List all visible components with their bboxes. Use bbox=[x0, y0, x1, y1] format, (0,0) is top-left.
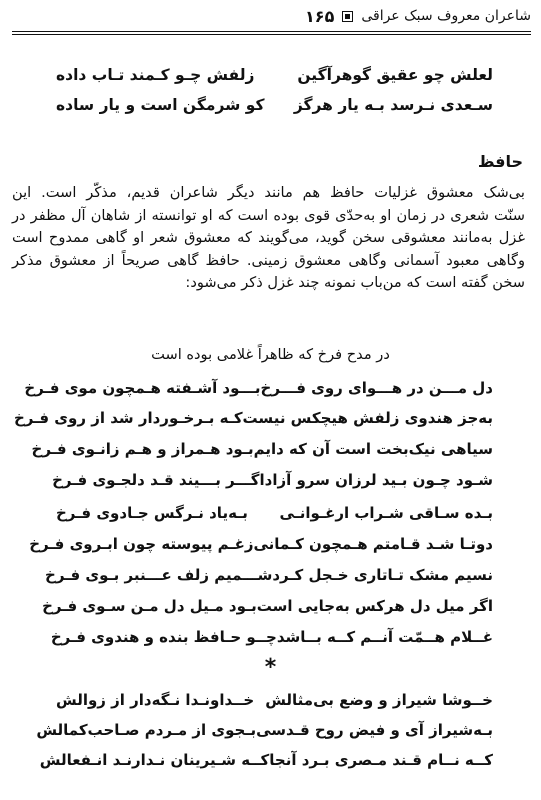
hemistich-right: اگر میل دل هرکس به‌جایی است bbox=[256, 597, 493, 615]
hemistich-right: بـده سـاقی شـراب ارغـوانـی bbox=[279, 504, 493, 522]
prose-line: وگاهی معبود آسمانی وگاهی معشوق زمینی. حافظ گاهی صریحاً از معشوق مذکر bbox=[12, 251, 525, 269]
hemistich-left: زغـم پیوسته چون ابـروی فـرخ bbox=[29, 535, 254, 553]
verse-row bbox=[12, 628, 531, 646]
hemistich-right: به‌جز هندوی زلفش هیچکس نیست bbox=[242, 409, 493, 427]
section-separator: * bbox=[264, 655, 277, 680]
prose-line: بی‌شک معشوق غزلیات حافظ هم مانند دیگر شاعران قدیم، مذکّر است. این bbox=[12, 184, 525, 201]
hemistich-right: خــوشا شیراز و وضع بی‌مثالش bbox=[265, 691, 493, 709]
hemistich-right: دل مـــن در هـــوای روی فـــرخ bbox=[260, 379, 493, 397]
hemistich-right: سـعدی نـرسد بـه یار هرگز bbox=[293, 96, 493, 114]
verse-row bbox=[12, 379, 531, 397]
verse-row bbox=[12, 597, 531, 615]
verse-row bbox=[12, 751, 531, 769]
hemistich-left: شـــمیم زلف عـــنبر بـوی فـرخ bbox=[45, 566, 273, 584]
hemistich-left: اگـــر بـــیند قـد دلجـوی فـرخ bbox=[52, 471, 265, 489]
hemistich-left: کـه بـرخـوردار شد از روی فـرخ bbox=[13, 409, 243, 427]
prose-line: سنّت شعری در زمان او به‌حدّی قوی بوده است که او توانسته از شاهان آل مظفر در bbox=[12, 206, 525, 224]
page-number: ۱۶۵ bbox=[305, 6, 335, 26]
verse-row bbox=[12, 566, 531, 584]
header-title: شاعران معروف سبک عراقی bbox=[361, 8, 531, 24]
hemistich-right: سیاهی نیک‌بخت است آن که دایم bbox=[253, 440, 493, 458]
verse-row bbox=[12, 471, 531, 489]
hemistich-right: بـه‌شیراز آی و فیض روح قـدسی bbox=[256, 721, 493, 739]
hemistich-left: بـه‌یاد نـرگس جـادوی فـرخ bbox=[56, 504, 248, 522]
prose-line: غزل به‌مانند معشوقی سخن گوید، می‌گویند که معشوق شعر او گاهی ممدوح است bbox=[12, 229, 525, 247]
hemistich-left: کــه شـیرینان نـدارنـد انـفعالش bbox=[39, 751, 270, 769]
verse-row bbox=[12, 535, 531, 553]
running-header bbox=[12, 4, 531, 28]
hemistich-right: دوتـا شـد قـامتم هـمچون کـمانی bbox=[253, 535, 493, 553]
hemistich-left: بـود هـمراز و هـم زانـوی فـرخ bbox=[31, 440, 254, 458]
verse-row bbox=[12, 409, 531, 427]
verse-row bbox=[12, 691, 531, 709]
hemistich-right: نسیم مشک تـاتاری خـجل کـرد bbox=[272, 566, 493, 584]
verse-row bbox=[12, 440, 531, 458]
poem-caption: در مدح فرخ که ظاهراً غلامی بوده است bbox=[151, 346, 390, 363]
hemistich-right: لعلش چو عقیق گوهرآگین bbox=[297, 66, 493, 84]
verse-row bbox=[12, 721, 531, 739]
hemistich-left: کو شرمگن است و یار ساده bbox=[56, 96, 265, 114]
header-rule bbox=[12, 31, 531, 32]
section-title: حافظ bbox=[477, 152, 523, 171]
header-rule-thin bbox=[12, 34, 531, 35]
hemistich-right: شـود چـون بـید لرزان سرو آزاد bbox=[264, 471, 493, 489]
hemistich-left: چــو حـافظ بنده و هندوی فـرخ bbox=[50, 628, 277, 646]
hemistich-left: بـود مـیل دل مـن سـوی فـرخ bbox=[42, 597, 257, 615]
verse-row bbox=[12, 504, 531, 522]
hemistich-left: زلفش چـو کـمند تـاب داده bbox=[56, 66, 255, 84]
hemistich-right: غــلام هــمّت آنــم کــه بــاشد bbox=[276, 628, 493, 646]
hemistich-left: بـجوی از مـردم صـاحب‌کمالش bbox=[36, 721, 257, 739]
square-bullet-icon bbox=[342, 11, 353, 22]
verse-row bbox=[12, 96, 531, 114]
hemistich-right: کــه نــام قـند مـصری بـرد آنجا bbox=[269, 751, 493, 769]
hemistich-left: خــداونـدا نـگه‌دار از زوالش bbox=[56, 691, 255, 709]
hemistich-left: بـــود آشـفته هـمچون موی فـرخ bbox=[24, 379, 261, 397]
prose-paragraph bbox=[12, 182, 525, 295]
verse-row bbox=[12, 66, 531, 84]
prose-line: سخن گفته است که من‌باب نمونه چند غزل ذکر می‌شود: bbox=[185, 274, 525, 292]
